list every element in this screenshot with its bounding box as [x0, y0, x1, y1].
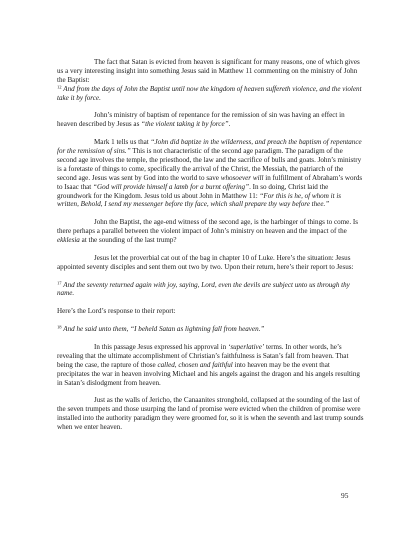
italic-quote: And the seventy returned again with joy, saying, Lord, even the devils are subject unto us through thy name. — [57, 280, 350, 298]
text-run: In this passage Jesus expressed his approval in — [94, 342, 228, 351]
verse-number: 17 — [57, 280, 62, 286]
paragraph-gap — [57, 316, 364, 325]
paragraph — [57, 325, 364, 334]
text-run: This is not characteristic of the second age paradigm. The paradigm of the second age involves the temple, the priesthood, the law and the sacrifice of bulls and goats. John’s ministry is a foretaste of things to come, specifically the arrival of the Christ, the Messiah, the patriarch of the second age. Jesus was sent by God into the world to save — [57, 147, 362, 182]
text-run: into heaven may be the event that precipitates the war in heaven involving Michael and his angels against the dragon and his angels resulting in Satan’s dislodgment from heaven. — [57, 360, 360, 387]
italic-quote: And from the days of John the Baptist until now the kingdom of heaven suffereth violence, and the violent take it by force. — [57, 84, 362, 102]
paragraph-gap — [57, 334, 364, 343]
text-run: Mark 1 tells us that — [94, 138, 151, 147]
paragraph — [57, 254, 364, 272]
text-run: . In so doing, Christ laid the groundwork for the Kingdom. Jesus told us about John in Matthew 11: — [57, 182, 329, 200]
text-run: John’s ministry of baptism of repentance for the remission of sin was having an effect in heaven described by Jesus as — [57, 111, 345, 129]
italic-quote: And he said unto them, “I beheld Satan as lightning fall from heaven.” — [61, 325, 265, 334]
italic-quote: “God will provide himself a lamb for a burnt offering” — [93, 182, 250, 191]
text-run: Jesus let the proverbial cat out of the bag in chapter 10 of Luke. Here’s the situation: Jesus appointed seventy disciples and sent them out two by two. Upon their return, here’s their report to Jesus: — [57, 253, 354, 271]
text-run: terms. In other words, he’s revealing that the ultimate accomplishment of Christian’s faithfulness is Satan’s fall from heaven. That being the case, the rapture of those — [57, 342, 349, 369]
paragraph-gap — [57, 387, 364, 396]
italic-quote: whosoever will — [220, 173, 264, 182]
paragraph — [57, 58, 364, 103]
text-run: Just as the walls of Jericho, the Canaanites stronghold, collapsed at the sounding of the last of the seven trumpets and those usurping the land of promise were evicted when the children of promise were installed into the authority paradigm they were groomed for, so it is when the seventh and last trump sounds when we enter heaven. — [57, 396, 364, 432]
italic-quote: “For this is he, of whom it is written, Behold, I send my messenger before thy face, which shall prepare thy way before thee.” — [57, 191, 342, 209]
italic-quote: ekklesia — [57, 236, 80, 245]
italic-quote: called, chosen and faithful — [157, 360, 233, 369]
paragraph-gap — [57, 129, 364, 138]
text-run: The fact that Satan is evicted from heaven is significant for many reasons, one of which gives us a very interesting insight into something Jesus said in Matthew 11 commenting on the ministry of John the Baptist: — [57, 58, 360, 84]
italic-quote: ‘superlative’ — [227, 342, 265, 351]
paragraph — [57, 218, 364, 245]
body-text — [57, 58, 364, 432]
paragraph-gap — [57, 245, 364, 254]
text-run: John the Baptist, the age-end witness of the second age, is the harbinger of things to come. Is there perhaps a parallel between the violent impact of John’s ministry on heaven and the impact of the — [57, 218, 358, 236]
paragraph — [57, 307, 364, 316]
paragraph-gap — [57, 103, 364, 112]
text-run: . — [228, 120, 231, 129]
verse-number: 12 — [57, 84, 62, 90]
paragraph — [57, 138, 364, 209]
italic-quote: “the violent taking it by force” — [141, 120, 229, 129]
verse-number: 18 — [57, 324, 62, 330]
text-run: in fulfillment of Abraham’s words to Isaac that — [57, 173, 363, 191]
paragraph-gap — [57, 298, 364, 307]
page-number: 95 — [341, 491, 349, 500]
paragraph — [57, 281, 364, 299]
paragraph — [57, 396, 364, 432]
italic-quote: “John did baptize in the wilderness, and preach the baptism of repentance for the remission of sins.” — [57, 138, 362, 156]
paragraph — [57, 343, 364, 388]
text-run: at the sounding of the last trump? — [79, 236, 177, 245]
text-run: Here’s the Lord’s response to their report: — [57, 307, 176, 316]
paragraph-gap — [57, 209, 364, 218]
paragraph-gap — [57, 272, 364, 281]
paragraph — [57, 111, 364, 129]
